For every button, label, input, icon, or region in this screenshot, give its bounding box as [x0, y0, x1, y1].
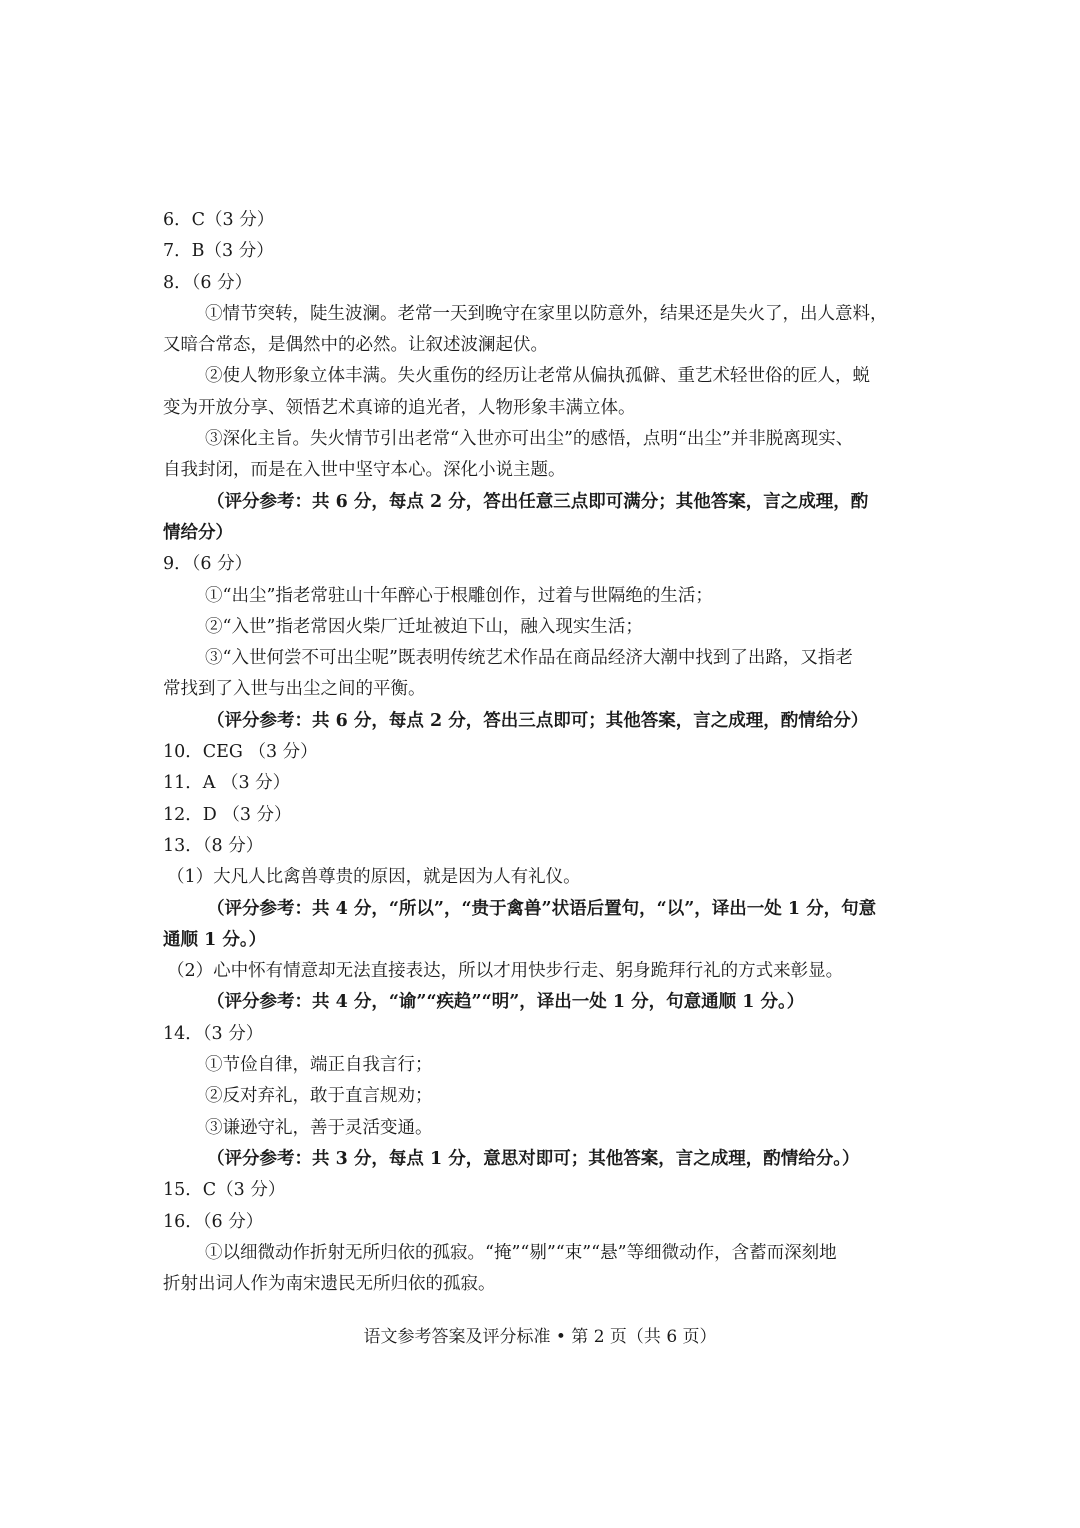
- answer-line: （1）大凡人比禽兽尊贵的原因，就是因为人有礼仪。: [167, 867, 581, 888]
- answer-line: ③“入世何尝不可出尘呢”既表明传统艺术作品在商品经济大潮中找到了出路，又指老: [205, 648, 853, 669]
- answer-line: ②使人物形象立体丰满。失火重伤的经历让老常从偏执孤僻、重艺术轻世俗的匠人，蜕: [205, 366, 870, 387]
- answer-line: 13．（8 分）: [163, 835, 264, 856]
- page-footer: 语文参考答案及评分标准 • 第 2 页（共 6 页）: [363, 1327, 717, 1347]
- answer-line: 6．C（3 分）: [163, 210, 275, 230]
- answer-line: （评分参考：共 3 分，每点 1 分，意思对即可；其他答案，言之成理，酌情给分。）: [207, 1148, 860, 1169]
- answer-line: （2）心中怀有情意却无法直接表达，所以才用快步行走、躬身跪拜行礼的方式来彰显。: [167, 961, 844, 982]
- answer-line: 12．D （3 分）: [163, 804, 292, 825]
- answer-line: 10．CEG （3 分）: [163, 742, 318, 763]
- answer-line: （评分参考：共 4 分，“所以”，“贵于禽兽”状语后置句，“以”，译出一处 1 分，句意: [207, 898, 877, 919]
- answer-line: ①情节突转，陡生波澜。老常一天到晚守在家里以防意外，结果还是失火了，出人意料，: [205, 303, 888, 324]
- answer-line: 又暗合常态，是偶然中的必然。让叙述波澜起伏。: [163, 335, 548, 356]
- answer-line: 14．（3 分）: [163, 1023, 264, 1044]
- answer-line: 变为开放分享、领悟艺术真谛的追光者，人物形象丰满立体。: [163, 397, 636, 418]
- answer-line: ②反对弃礼，敢于直言规劝；: [205, 1086, 433, 1107]
- answer-line: 常找到了入世与出尘之间的平衡。: [163, 679, 426, 700]
- answer-line: 16．（6 分）: [163, 1211, 264, 1232]
- answer-line: ③谦逊守礼，善于灵活变通。: [205, 1117, 433, 1138]
- answer-line: 11．A （3 分）: [163, 773, 291, 794]
- answer-line: 折射出词人作为南宋遗民无所归依的孤寂。: [163, 1274, 496, 1295]
- answer-line: 8．（6 分）: [163, 272, 253, 293]
- answer-line: 15．C（3 分）: [163, 1180, 286, 1201]
- answer-line: ③深化主旨。失火情节引出老常“入世亦可出尘”的感悟，点明“出尘”并非脱离现实、: [205, 429, 854, 450]
- answer-line: （评分参考：共 6 分，每点 2 分，答出任意三点即可满分；其他答案，言之成理，酌: [207, 491, 869, 512]
- answer-line: 通顺 1 分。）: [163, 929, 267, 950]
- answer-line: 自我封闭，而是在入世中坚守本心。深化小说主题。: [163, 460, 566, 481]
- answer-line: 7．B（3 分）: [163, 241, 274, 262]
- answer-key-body: [163, 205, 923, 1300]
- answer-line: （评分参考：共 6 分，每点 2 分，答出三点即可；其他答案，言之成理，酌情给分）: [207, 710, 869, 731]
- answer-line: ①节俭自律，端正自我言行；: [205, 1055, 433, 1076]
- answer-line: 9．（6 分）: [163, 554, 253, 575]
- answer-line: （评分参考：共 4 分，“谕”“疾趋”“明”，译出一处 1 分，句意通顺 1 分。）: [207, 992, 805, 1013]
- answer-line: ②“入世”指老常因火柴厂迁址被迫下山，融入现实生活；: [205, 616, 643, 637]
- answer-line: 情给分）: [163, 522, 233, 543]
- answer-line: ①“出尘”指老常驻山十年醉心于根雕创作，过着与世隔绝的生活；: [205, 585, 713, 606]
- answer-line: ①以细微动作折射无所归依的孤寂。“掩”“剔”“束”“悬”等细微动作，含蓄而深刻地: [205, 1242, 837, 1263]
